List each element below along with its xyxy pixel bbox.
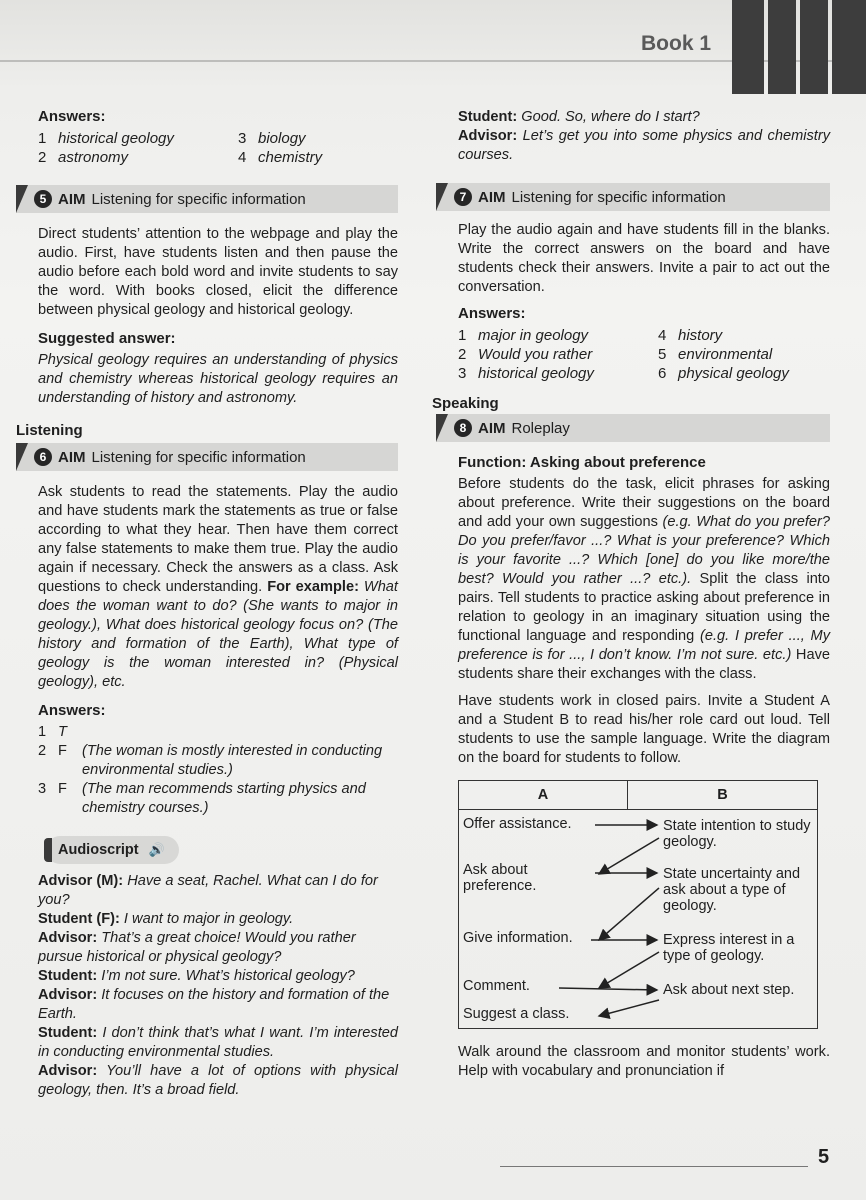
answer-item: 1 major in geology [458,327,589,344]
banner-notch [436,183,448,211]
dialogue-line: Advisor (M): Have a seat, Rachel. What can I do for you? [38,873,378,908]
answers-heading: Answers: [38,702,106,719]
number-badge: 5 [34,190,52,208]
header-tab-bars [732,0,866,94]
closing-instructions: Walk around the classroom and monitor students’ work. Help with vocabulary and pronunciation if [458,1044,830,1079]
answer-item: 2 astronomy [38,149,129,166]
aim6-instructions: Ask students to read the statements. Play the audio and have students mark the statements as true or false according to what they hear. Then have them correct any false statements to make them true. Play the audio again if necessary. Check the answers as a class. Ask questions to check understanding. For example: What does the woman want to do? (She wants to major in geology.), What does historical geology focus on? (The history and formation of the Earth), What type of geology is the woman interested in? (Physical geology), etc. [38,484,398,690]
b-step: State intention to study geology. [663,818,811,850]
b-step: Express interest in a type of geology. [663,932,795,964]
dialogue-line: Advisor: It focuses on the history and formation of the Earth. [38,987,390,1022]
a-step: Give information. [463,930,573,946]
aim5-instructions: Direct students’ attention to the webpage and play the audio. First, have students listen and then pause the audio before each bold word and invite students to say the word. With books closed, elicit the difference between physical geology and historical geology. [38,226,398,318]
answer-item: 6 physical geology [658,365,789,382]
dialogue-line: Advisor: Let’s get you into some physics and chemistry courses. [458,128,830,163]
dialogue-line: Student: I’m not sure. What’s historical geology? [38,968,355,984]
footer-rule [500,1166,808,1167]
page-number: 5 [818,1146,830,1168]
dialogue-line: Advisor: You’ll have a lot of options with physical geology, then. It’s a broad field. [38,1063,398,1098]
a-step: Ask about preference. [463,862,537,894]
banner-notch [16,185,28,213]
function-instructions: Before students do the task, elicit phrases for asking about preference. Write their suggestions on the board and add your own suggestions (e.g. What do you prefer? Do you prefer/favor ...? What is your preference? Which is your favorite ...? Which [one] do you like more/the best? Would you rather ...? etc.). Split the class into pairs. Tell students to practice asking about preference in relation to geology in an imaginary situation using the functional language and responding (e.g. I prefer ..., My preference is for ..., I don’t know. I’m not sure. etc.) Have students share their exchanges with the class. [458,476,830,682]
pairs-instructions: Have students work in closed pairs. Invite a Student A and a Student B to read his/her role card out loud. Tell students to use the sample language. Write the diagram on the board for students to follow. [458,693,830,766]
aim-label: AIM [478,419,506,437]
flow-table [458,780,818,1029]
answer-item: 5 environmental [658,346,773,363]
function-heading: Function: Asking about preference [458,454,706,471]
column-b-header: B [628,781,818,810]
dialogue-line: Advisor: That’s a great choice! Would you rather pursue historical or physical geology? [38,930,356,965]
answer-item: 3 historical geology [458,365,594,382]
answer-item: 3 biology [238,130,306,147]
listening-label: Listening [16,422,83,439]
tf-answer: 1 T [38,724,67,740]
dialogue-line: Student: I don’t think that’s what I want. I’m interested in conducting environmental studies. [38,1025,398,1060]
number-badge: 8 [454,419,472,437]
tf-answers [38,723,398,818]
banner-notch [16,443,28,471]
number-badge: 6 [34,448,52,466]
flow-arrows [459,810,819,1028]
left-column [16,108,398,1100]
audioscript-dialogue [38,872,398,1100]
speaker-icon[interactable]: 🔊 [148,842,165,857]
audioscript-label: Audioscript [58,842,139,858]
aim-title: Roleplay [511,419,570,437]
aim-banner-6 [16,443,398,471]
right-column [432,108,830,1081]
answer-item: 4 history [658,327,723,344]
audioscript-pill [46,836,179,864]
dialogue-line: Student: Good. So, where do I start? [458,109,700,125]
number-badge: 7 [454,188,472,206]
a-step: Comment. [463,978,530,994]
book-label: Book 1 [641,32,712,55]
answer-item: 2 Would you rather [458,346,593,363]
a-step: Suggest a class. [463,1006,570,1022]
audioscript-row [46,836,398,864]
banner-notch [436,414,448,442]
answers-list [38,129,398,167]
tf-answer: 2 F (The woman is mostly interested in conducting environmental studies.) [38,743,383,778]
answers-list [458,326,830,383]
answers-heading: Answers: [458,305,526,322]
flow-body [459,810,818,1029]
dialogue-line: Student (F): I want to major in geology. [38,911,294,927]
aim-banner-8 [436,414,830,442]
aim-title: Listening for specific information [91,190,306,208]
aim7-instructions: Play the audio again and have students fill in the blanks. Write the correct answers on the board and have students check their answers. Invite a pair to act out the conversation. [458,222,830,295]
speaking-label: Speaking [432,395,499,412]
aim-title: Listening for specific information [511,188,726,206]
aim-banner-7 [436,183,830,211]
b-step: State uncertainty and ask about a type of geology. [663,866,801,914]
a-step: Offer assistance. [463,816,572,832]
aim-label: AIM [478,188,506,206]
flow-diagram [458,780,818,1029]
column-a-header: A [459,781,628,810]
b-step: Ask about next step. [663,982,795,998]
suggested-answer-text: Physical geology requires an understanding of physics and chemistry whereas historical geology requires an understanding of history and astronomy. [38,352,398,406]
answer-item: 1 historical geology [38,130,174,147]
aim-label: AIM [58,448,86,466]
suggested-answer-heading: Suggested answer: [38,330,176,347]
aim-label: AIM [58,190,86,208]
aim-title: Listening for specific information [91,448,306,466]
answers-heading: Answers: [38,108,106,125]
aim-banner-5 [16,185,398,213]
tf-answer: 3 F (The man recommends starting physics and chemistry courses.) [38,781,366,816]
answer-item: 4 chemistry [238,149,323,166]
